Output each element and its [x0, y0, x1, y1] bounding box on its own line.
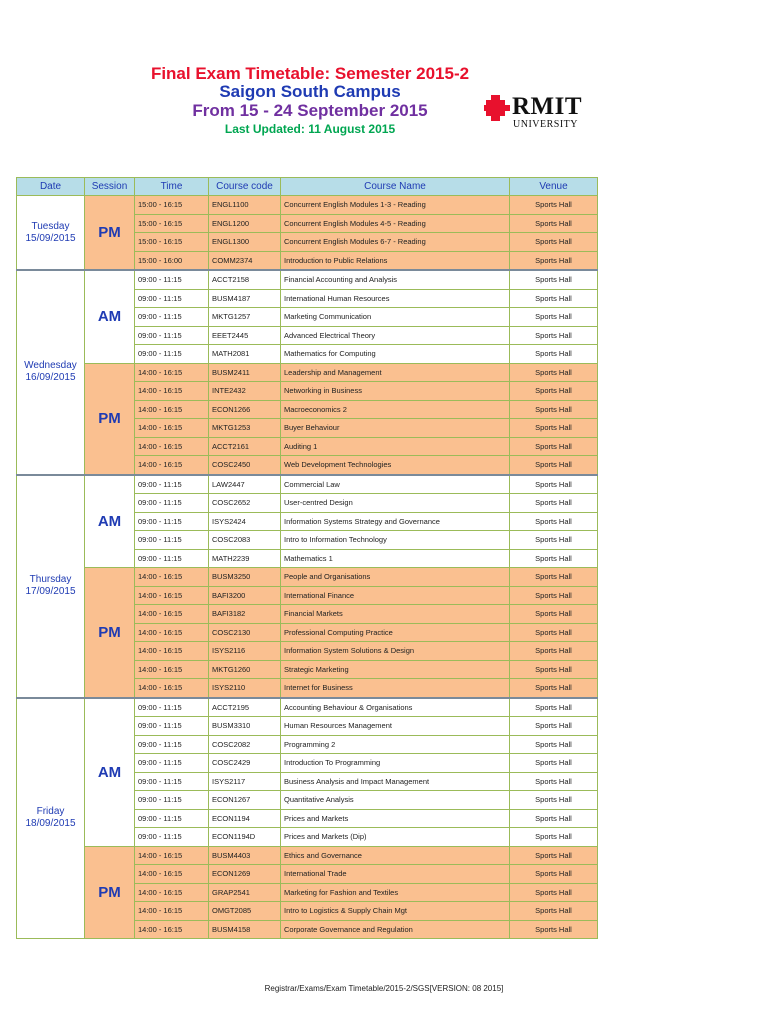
- venue-cell: Sports Hall: [510, 698, 598, 717]
- venue-cell: Sports Hall: [510, 419, 598, 438]
- course-name-cell: Concurrent English Modules 4-5 - Reading: [281, 214, 510, 233]
- course-code-cell: BUSM4187: [209, 289, 281, 308]
- venue-cell: Sports Hall: [510, 456, 598, 475]
- course-code-cell: BUSM3250: [209, 568, 281, 587]
- venue-cell: Sports Hall: [510, 494, 598, 513]
- session-cell: PM: [85, 363, 135, 475]
- course-code-cell: ACCT2158: [209, 270, 281, 289]
- course-name-cell: Mathematics for Computing: [281, 345, 510, 364]
- date-cell: [17, 196, 85, 271]
- course-name-cell: Commercial Law: [281, 475, 510, 494]
- course-code-cell: COSC2082: [209, 735, 281, 754]
- course-code-cell: ISYS2117: [209, 772, 281, 791]
- time-cell: 09:00 - 11:15: [135, 735, 209, 754]
- time-cell: 09:00 - 11:15: [135, 326, 209, 345]
- column-header-session: Session: [85, 178, 135, 196]
- venue-cell: Sports Hall: [510, 214, 598, 233]
- time-cell: 14:00 - 16:15: [135, 437, 209, 456]
- venue-cell: Sports Hall: [510, 308, 598, 327]
- venue-cell: Sports Hall: [510, 865, 598, 884]
- course-code-cell: LAW2447: [209, 475, 281, 494]
- course-code-cell: ECON1266: [209, 400, 281, 419]
- venue-cell: Sports Hall: [510, 586, 598, 605]
- page-title: Final Exam Timetable: Semester 2015-2: [150, 64, 470, 83]
- time-cell: 09:00 - 11:15: [135, 531, 209, 550]
- venue-cell: Sports Hall: [510, 735, 598, 754]
- date-cell: [17, 698, 85, 939]
- time-cell: 09:00 - 11:15: [135, 809, 209, 828]
- session-cell: PM: [85, 196, 135, 271]
- venue-cell: Sports Hall: [510, 363, 598, 382]
- time-cell: 14:00 - 16:15: [135, 846, 209, 865]
- venue-cell: Sports Hall: [510, 623, 598, 642]
- session-cell: AM: [85, 698, 135, 847]
- timetable-body: [17, 196, 598, 939]
- venue-cell: Sports Hall: [510, 809, 598, 828]
- course-name-cell: Human Resources Management: [281, 717, 510, 736]
- course-code-cell: ENGL1100: [209, 196, 281, 215]
- venue-cell: Sports Hall: [510, 791, 598, 810]
- venue-cell: Sports Hall: [510, 772, 598, 791]
- venue-cell: Sports Hall: [510, 754, 598, 773]
- venue-cell: Sports Hall: [510, 828, 598, 847]
- exam-timetable: [16, 177, 598, 939]
- venue-cell: Sports Hall: [510, 902, 598, 921]
- venue-cell: Sports Hall: [510, 475, 598, 494]
- time-cell: 14:00 - 16:15: [135, 660, 209, 679]
- venue-cell: Sports Hall: [510, 717, 598, 736]
- course-name-cell: Intro to Information Technology: [281, 531, 510, 550]
- course-code-cell: COSC2652: [209, 494, 281, 513]
- course-name-cell: Concurrent English Modules 6-7 - Reading: [281, 233, 510, 252]
- course-code-cell: ECON1267: [209, 791, 281, 810]
- date-cell: [17, 270, 85, 475]
- course-code-cell: COSC2450: [209, 456, 281, 475]
- course-name-cell: Prices and Markets: [281, 809, 510, 828]
- time-cell: 14:00 - 16:15: [135, 902, 209, 921]
- course-name-cell: Accounting Behaviour & Organisations: [281, 698, 510, 717]
- course-code-cell: COSC2429: [209, 754, 281, 773]
- logo-subtext: UNIVERSITY: [513, 119, 578, 130]
- course-name-cell: Networking in Business: [281, 382, 510, 401]
- venue-cell: Sports Hall: [510, 233, 598, 252]
- venue-cell: Sports Hall: [510, 196, 598, 215]
- time-cell: 09:00 - 11:15: [135, 549, 209, 568]
- course-code-cell: BUSM4403: [209, 846, 281, 865]
- time-cell: 09:00 - 11:15: [135, 828, 209, 847]
- course-name-cell: Quantitative Analysis: [281, 791, 510, 810]
- day-date: 17/09/2015: [25, 586, 76, 597]
- day-name: Tuesday: [31, 220, 70, 232]
- time-cell: 14:00 - 16:15: [135, 419, 209, 438]
- course-code-cell: ENGL1300: [209, 233, 281, 252]
- day-date: 15/09/2015: [25, 232, 76, 244]
- course-code-cell: BAFI3182: [209, 605, 281, 624]
- time-cell: 14:00 - 16:15: [135, 623, 209, 642]
- course-name-cell: Programming 2: [281, 735, 510, 754]
- course-code-cell: MKTG1260: [209, 660, 281, 679]
- course-name-cell: Information System Solutions & Design: [281, 642, 510, 661]
- rmit-pixel-mark-icon: [484, 95, 510, 121]
- venue-cell: Sports Hall: [510, 382, 598, 401]
- course-code-cell: COSC2083: [209, 531, 281, 550]
- venue-cell: Sports Hall: [510, 883, 598, 902]
- venue-cell: Sports Hall: [510, 289, 598, 308]
- column-header-date: Date: [17, 178, 85, 196]
- time-cell: 09:00 - 11:15: [135, 698, 209, 717]
- time-cell: 14:00 - 16:15: [135, 456, 209, 475]
- venue-cell: Sports Hall: [510, 345, 598, 364]
- course-code-cell: BUSM2411: [209, 363, 281, 382]
- course-name-cell: Financial Markets: [281, 605, 510, 624]
- course-name-cell: Information Systems Strategy and Governance: [281, 512, 510, 531]
- course-name-cell: Business Analysis and Impact Management: [281, 772, 510, 791]
- day-date: 16/09/2015: [25, 372, 76, 384]
- time-cell: 09:00 - 11:15: [135, 270, 209, 289]
- day-name: Wednesday: [24, 360, 77, 372]
- day-name: Friday: [36, 806, 65, 818]
- course-name-cell: Concurrent English Modules 1-3 - Reading: [281, 196, 510, 215]
- table-row: [17, 363, 598, 382]
- table-row: [17, 698, 598, 717]
- course-name-cell: Macroeconomics 2: [281, 400, 510, 419]
- course-name-cell: Web Development Technologies: [281, 456, 510, 475]
- table-row: [17, 846, 598, 865]
- day-name: Thursday: [29, 574, 72, 585]
- venue-cell: Sports Hall: [510, 568, 598, 587]
- course-name-cell: Advanced Electrical Theory: [281, 326, 510, 345]
- time-cell: 14:00 - 16:15: [135, 400, 209, 419]
- course-name-cell: Internet for Business: [281, 679, 510, 698]
- course-code-cell: OMGT2085: [209, 902, 281, 921]
- course-name-cell: Marketing Communication: [281, 308, 510, 327]
- time-cell: 15:00 - 16:15: [135, 233, 209, 252]
- course-name-cell: Marketing for Fashion and Textiles: [281, 883, 510, 902]
- course-name-cell: Intro to Logistics & Supply Chain Mgt: [281, 902, 510, 921]
- time-cell: 09:00 - 11:15: [135, 494, 209, 513]
- last-updated: Last Updated: 11 August 2015: [224, 122, 396, 136]
- table-header-row: [17, 178, 598, 196]
- time-cell: 09:00 - 11:15: [135, 772, 209, 791]
- time-cell: 14:00 - 16:15: [135, 382, 209, 401]
- column-header-time: Time: [135, 178, 209, 196]
- time-cell: 09:00 - 11:15: [135, 345, 209, 364]
- session-cell: AM: [85, 270, 135, 363]
- time-cell: 15:00 - 16:15: [135, 196, 209, 215]
- time-cell: 14:00 - 16:15: [135, 642, 209, 661]
- course-name-cell: Leadership and Management: [281, 363, 510, 382]
- course-code-cell: EEET2445: [209, 326, 281, 345]
- course-name-cell: International Finance: [281, 586, 510, 605]
- course-code-cell: ENGL1200: [209, 214, 281, 233]
- time-cell: 14:00 - 16:15: [135, 586, 209, 605]
- course-name-cell: Introduction To Programming: [281, 754, 510, 773]
- date-range: From 15 - 24 September 2015: [192, 101, 428, 120]
- venue-cell: Sports Hall: [510, 920, 598, 939]
- venue-cell: Sports Hall: [510, 270, 598, 289]
- campus-subtitle: Saigon South Campus: [219, 82, 401, 101]
- venue-cell: Sports Hall: [510, 549, 598, 568]
- time-cell: 14:00 - 16:15: [135, 605, 209, 624]
- session-cell: PM: [85, 846, 135, 939]
- course-name-cell: Auditing 1: [281, 437, 510, 456]
- course-code-cell: ACCT2195: [209, 698, 281, 717]
- course-code-cell: MKTG1257: [209, 308, 281, 327]
- course-name-cell: Mathematics 1: [281, 549, 510, 568]
- course-name-cell: People and Organisations: [281, 568, 510, 587]
- course-code-cell: COSC2130: [209, 623, 281, 642]
- time-cell: 14:00 - 16:15: [135, 568, 209, 587]
- course-code-cell: BUSM3310: [209, 717, 281, 736]
- course-name-cell: Ethics and Governance: [281, 846, 510, 865]
- venue-cell: Sports Hall: [510, 251, 598, 270]
- course-code-cell: ECON1269: [209, 865, 281, 884]
- course-name-cell: Financial Accounting and Analysis: [281, 270, 510, 289]
- course-name-cell: Corporate Governance and Regulation: [281, 920, 510, 939]
- time-cell: 15:00 - 16:15: [135, 214, 209, 233]
- venue-cell: Sports Hall: [510, 437, 598, 456]
- time-cell: 09:00 - 11:15: [135, 475, 209, 494]
- time-cell: 14:00 - 16:15: [135, 920, 209, 939]
- course-code-cell: MATH2239: [209, 549, 281, 568]
- course-name-cell: User-centred Design: [281, 494, 510, 513]
- table-row: [17, 270, 598, 289]
- table-row: [17, 196, 598, 215]
- logo-wordmark: RMIT: [512, 93, 583, 120]
- venue-cell: Sports Hall: [510, 531, 598, 550]
- time-cell: 14:00 - 16:15: [135, 363, 209, 382]
- course-name-cell: International Trade: [281, 865, 510, 884]
- time-cell: 09:00 - 11:15: [135, 308, 209, 327]
- time-cell: 09:00 - 11:15: [135, 289, 209, 308]
- session-cell: AM: [85, 475, 135, 568]
- course-name-cell: Buyer Behaviour: [281, 419, 510, 438]
- time-cell: 14:00 - 16:15: [135, 865, 209, 884]
- course-name-cell: Introduction to Public Relations: [281, 251, 510, 270]
- venue-cell: Sports Hall: [510, 679, 598, 698]
- course-name-cell: Strategic Marketing: [281, 660, 510, 679]
- time-cell: 15:00 - 16:00: [135, 251, 209, 270]
- time-cell: 09:00 - 11:15: [135, 754, 209, 773]
- course-code-cell: MATH2081: [209, 345, 281, 364]
- course-code-cell: INTE2432: [209, 382, 281, 401]
- table-row: [17, 568, 598, 587]
- session-cell: PM: [85, 568, 135, 698]
- venue-cell: Sports Hall: [510, 400, 598, 419]
- date-cell: [17, 475, 85, 698]
- course-name-cell: Prices and Markets (Dip): [281, 828, 510, 847]
- column-header-course-code: Course code: [209, 178, 281, 196]
- course-code-cell: MKTG1253: [209, 419, 281, 438]
- course-code-cell: ISYS2424: [209, 512, 281, 531]
- time-cell: 09:00 - 11:15: [135, 791, 209, 810]
- time-cell: 09:00 - 11:15: [135, 512, 209, 531]
- course-name-cell: International Human Resources: [281, 289, 510, 308]
- course-name-cell: Professional Computing Practice: [281, 623, 510, 642]
- course-code-cell: GRAP2541: [209, 883, 281, 902]
- course-code-cell: COMM2374: [209, 251, 281, 270]
- course-code-cell: BAFI3200: [209, 586, 281, 605]
- course-code-cell: ECON1194D: [209, 828, 281, 847]
- venue-cell: Sports Hall: [510, 512, 598, 531]
- venue-cell: Sports Hall: [510, 846, 598, 865]
- venue-cell: Sports Hall: [510, 605, 598, 624]
- venue-cell: Sports Hall: [510, 660, 598, 679]
- footer-version: Registrar/Exams/Exam Timetable/2015-2/SGS[VERSION: 08 2015]: [264, 984, 504, 993]
- course-code-cell: BUSM4158: [209, 920, 281, 939]
- time-cell: 14:00 - 16:15: [135, 679, 209, 698]
- rmit-logo: [484, 95, 584, 131]
- course-code-cell: ECON1194: [209, 809, 281, 828]
- table-row: [17, 475, 598, 494]
- course-code-cell: ACCT2161: [209, 437, 281, 456]
- course-code-cell: ISYS2116: [209, 642, 281, 661]
- column-header-course-name: Course Name: [281, 178, 510, 196]
- venue-cell: Sports Hall: [510, 326, 598, 345]
- time-cell: 14:00 - 16:15: [135, 883, 209, 902]
- time-cell: 09:00 - 11:15: [135, 717, 209, 736]
- venue-cell: Sports Hall: [510, 642, 598, 661]
- course-code-cell: ISYS2110: [209, 679, 281, 698]
- column-header-venue: Venue: [510, 178, 598, 196]
- day-date: 18/09/2015: [25, 818, 76, 830]
